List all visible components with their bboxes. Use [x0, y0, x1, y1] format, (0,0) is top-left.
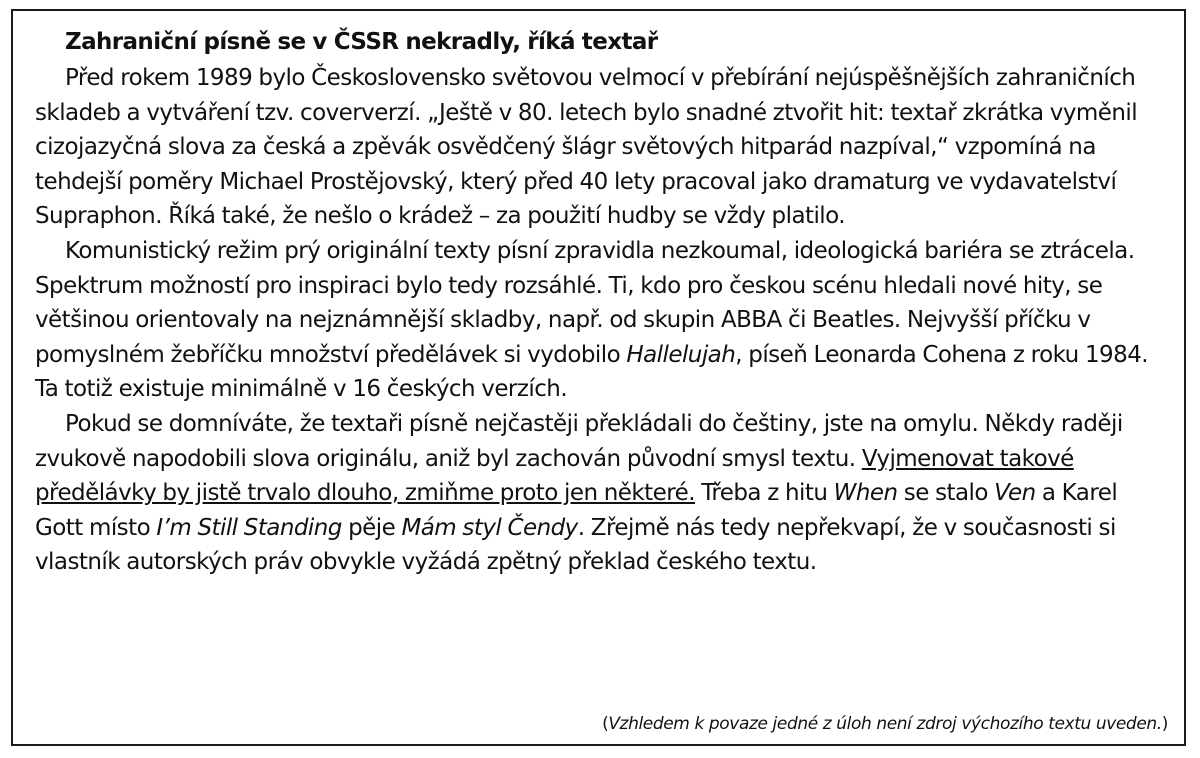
paragraph-text: Třeba z hitu [695, 480, 834, 507]
paragraph-text: se stalo [897, 480, 995, 507]
song-title-mam-styl-cendy: Mám styl Čendy [401, 514, 578, 541]
paragraph-text: pěje [341, 514, 402, 541]
song-title-ven: Ven [994, 480, 1036, 507]
paragraph-text: Pokud se domníváte, že textaři písně nejčastěji překládali do češtiny, jste na omylu. Někdy raději zvukově napodobili slova originálu, aniž byl zachován původní smysl textu. [35, 410, 1123, 472]
source-note [602, 714, 1168, 734]
article-title: Zahraniční písně se v ČSSR nekradly, říká textař [65, 29, 658, 55]
paragraph-3 [35, 407, 1170, 580]
song-title-when: When [833, 480, 898, 507]
song-title-hallelujah: Hallelujah [626, 341, 736, 368]
underlined-sentence: Vyjmenovat takové předělávky by jistě trvalo dlouho, zmiňme proto jen některé. [35, 445, 1074, 507]
paragraph-text: , píseň Leonarda Cohena z roku 1984. Ta totiž existuje minimálně v 16 českých verzích. [35, 341, 1149, 403]
source-note-open-paren: ( [602, 714, 609, 734]
article-frame [11, 9, 1186, 746]
paragraph-text: . Zřejmě nás tedy nepřekvapí, že v současnosti si vlastník autorských práv obvykle vyžádá zpětný překlad českého textu. [35, 514, 1116, 576]
source-note-close-paren: ) [1161, 714, 1168, 734]
paragraph-text: Před rokem 1989 bylo Československo světovou velmocí v přebírání nejúspěšnějších zahraničních skladeb a vytváření tzv. coververzí. „Ještě v 80. letech bylo snadné ztvořit hit: textař zkrátka vyměnil cizojazyčná slova za česká a zpěvák osvědčený šlágr světových hitparád nazpíval,“ vzpomíná na tehdejší poměry Michael Prostějovský, který před 40 lety pracoval jako dramaturg ve vydavatelství Supraphon. Říká také, že nešlo o krádež – za použití hudby se vždy platilo. [35, 65, 1138, 230]
paragraph-1 [35, 61, 1170, 234]
article-body [35, 23, 1170, 580]
paragraph-2 [35, 234, 1170, 407]
song-title-still-standing: I’m Still Standing [156, 514, 342, 541]
paragraph-text: a Karel Gott místo [35, 480, 1118, 541]
paragraph-text: Komunistický režim prý originální texty písní zpravidla nezkoumal, ideologická bariéra se ztrácela. Spektrum možností pro inspiraci bylo tedy rozsáhlé. Ti, kdo pro českou scénu hledali nové hity, se většinou orientovaly na nejznámnější skladby, např. od skupin ABBA či Beatles. Nejvyšší příčku v pomyslném žebříčku množství předělávek si vydobilo [35, 237, 1135, 368]
source-note-text: Vzhledem k povaze jedné z úloh není zdroj výchozího textu uveden. [608, 714, 1162, 734]
